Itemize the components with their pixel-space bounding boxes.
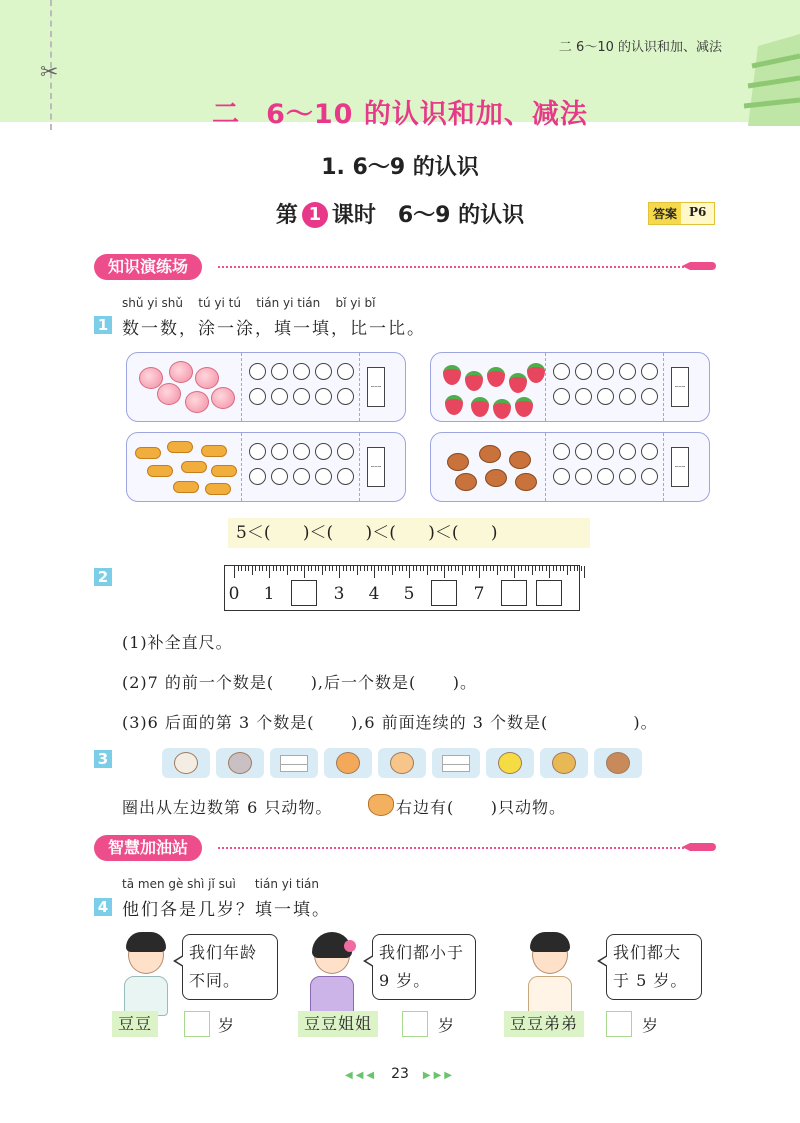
scissors-icon: ✂ (40, 60, 59, 85)
ruler-tick (553, 566, 554, 571)
strawberry-icon (445, 395, 463, 415)
ruler-tick (518, 566, 519, 571)
peach-icon (211, 387, 235, 409)
age-unit: 岁 (642, 1016, 659, 1035)
ruler-tick (378, 566, 379, 571)
count-card-candies (126, 432, 406, 502)
ruler-tick (441, 566, 442, 571)
peach-icon (157, 383, 181, 405)
pencil-icon (690, 262, 716, 270)
ruler-tick (255, 566, 256, 571)
strawberry-icon (487, 367, 505, 387)
ruler-tick (259, 566, 260, 571)
ruler-tick (315, 566, 316, 571)
ruler-tick (493, 566, 494, 571)
fill-circle[interactable] (271, 363, 288, 380)
candy-icon (135, 447, 161, 459)
ruler-tick (451, 566, 452, 571)
envelope-icon (442, 755, 470, 772)
ruler-blank-box[interactable] (291, 580, 317, 606)
pencil-icon (690, 843, 716, 851)
fill-circle[interactable] (619, 468, 636, 485)
ruler-tick (563, 566, 564, 571)
strawberry-icon (493, 399, 511, 419)
fill-circle[interactable] (337, 388, 354, 405)
ruler-label: 3 (333, 584, 345, 604)
ruler-tick (238, 566, 239, 571)
ruler-tick (549, 566, 550, 578)
kid-shirt (124, 976, 168, 1016)
ruler-tick (476, 566, 477, 571)
speech-bubble (372, 934, 476, 1000)
ruler-tick (385, 566, 386, 571)
q2-number: 2 (94, 568, 112, 586)
ruler-tick (507, 566, 508, 571)
q3-number: 3 (94, 750, 112, 768)
ruler-tick (465, 566, 466, 571)
ruler-label: 7 (473, 584, 485, 604)
ruler-blank-box[interactable] (536, 580, 562, 606)
fill-circle[interactable] (641, 468, 658, 485)
ruler-tick (483, 566, 484, 571)
ruler-tick (416, 566, 417, 571)
fill-circle[interactable] (271, 388, 288, 405)
age-unit: 岁 (438, 1016, 455, 1035)
fill-circle[interactable] (553, 363, 570, 380)
ruler-label: 4 (368, 584, 380, 604)
fill-circle[interactable] (641, 363, 658, 380)
ruler-tick (325, 566, 326, 571)
circle-grid (553, 443, 663, 485)
q2-part1: (1)补全直尺。 (122, 633, 233, 652)
q3-text-b: 右边有( )只动物。 (396, 798, 567, 817)
count-card-strawberries (430, 352, 710, 422)
strawberry-icon (471, 397, 489, 417)
ruler-tick (560, 566, 561, 571)
fill-circle[interactable] (337, 468, 354, 485)
answer-box[interactable] (367, 367, 385, 407)
fill-circle[interactable] (293, 388, 310, 405)
candy-icon (211, 465, 237, 477)
ruler-blank-box[interactable] (501, 580, 527, 606)
ruler-tick (413, 566, 414, 571)
banner-dotted-line (218, 266, 684, 268)
fill-circle[interactable] (597, 468, 614, 485)
candy-icon (167, 441, 193, 453)
ruler-tick (280, 566, 281, 571)
strawberry-icon (465, 371, 483, 391)
ruler-tick (322, 566, 323, 575)
ruler-tick (521, 566, 522, 571)
biscuit-icon (447, 453, 469, 471)
ruler-tick (336, 566, 337, 571)
ruler-tick (458, 566, 459, 571)
ruler-tick (343, 566, 344, 571)
banner-dotted-line (218, 847, 684, 849)
ruler-tick (371, 566, 372, 571)
monkey-icon (606, 752, 630, 774)
ruler-tick (504, 566, 505, 571)
answer-box[interactable] (671, 447, 689, 487)
lesson-number: 1 (302, 202, 328, 228)
ruler-tick (448, 566, 449, 571)
fill-circle[interactable] (597, 363, 614, 380)
age-unit: 岁 (218, 1016, 235, 1035)
biscuit-icon (485, 469, 507, 487)
animal-tile[interactable] (540, 748, 588, 778)
ruler-tick (574, 566, 575, 571)
fox-icon (368, 794, 394, 816)
ruler-tick (472, 566, 473, 571)
count-card-biscuits (430, 432, 710, 502)
page-number: 23 (391, 1066, 409, 1082)
card-divider (359, 433, 360, 501)
animal-tile[interactable] (432, 748, 480, 778)
chapter-number: 二 (212, 99, 241, 130)
fill-circle[interactable] (249, 443, 266, 460)
fill-circle[interactable] (315, 443, 332, 460)
biscuit-icon (479, 445, 501, 463)
ruler-tick (388, 566, 389, 571)
ruler-tick (581, 566, 582, 571)
animal-tile[interactable] (378, 748, 426, 778)
ruler-tick (423, 566, 424, 571)
ruler-tick (360, 566, 361, 571)
ruler-tick (329, 566, 330, 571)
circle-grid (553, 363, 663, 405)
envelope-icon (280, 755, 308, 772)
giraffe-icon (552, 752, 576, 774)
fill-circle[interactable] (619, 388, 636, 405)
ruler-tick (350, 566, 351, 571)
fox-icon (336, 752, 360, 774)
chapter-name: 6～10 的认识和加、减法 (266, 99, 588, 130)
fill-circle[interactable] (597, 443, 614, 460)
fill-circle[interactable] (597, 388, 614, 405)
card-divider (359, 353, 360, 421)
fill-circle[interactable] (249, 363, 266, 380)
ruler-label: 5 (403, 584, 415, 604)
compare-strip[interactable]: 5＜( )＜( )＜( )＜( ) (228, 518, 590, 548)
section-title: 1. 6～9 的认识 (321, 155, 479, 180)
ruler-label: 0 (228, 584, 240, 604)
ruler-tick (539, 566, 540, 571)
candy-icon (147, 465, 173, 477)
chapter-title (0, 92, 800, 131)
ruler-tick (409, 566, 410, 578)
peach-icon (185, 391, 209, 413)
name-label: 豆豆 (112, 1011, 158, 1037)
ruler-tick (297, 566, 298, 571)
q4-number: 4 (94, 898, 112, 916)
bubble-line: 9 岁。 (379, 971, 431, 990)
q4-text: 他们各是几岁？填一填。 (122, 900, 331, 920)
answer-box[interactable] (671, 367, 689, 407)
ruler-tick (311, 566, 312, 571)
ruler-tick (511, 566, 512, 571)
ruler-tick (353, 566, 354, 571)
peach-icon (169, 361, 193, 383)
candy-icon (181, 461, 207, 473)
fill-circle[interactable] (249, 388, 266, 405)
strawberry-icon (443, 365, 461, 385)
name-label: 豆豆弟弟 (504, 1011, 584, 1037)
ruler-tick (406, 566, 407, 571)
ruler-tick (364, 566, 365, 571)
answer-label: 答案 (649, 203, 681, 224)
ruler-tick (444, 566, 445, 578)
q1-number: 1 (94, 316, 112, 334)
ruler-tick (486, 566, 487, 571)
ruler-tick (497, 566, 498, 575)
name-label: 豆豆姐姐 (298, 1011, 378, 1037)
ruler-tick (367, 566, 368, 571)
ruler-tick (402, 566, 403, 571)
speech-bubble (606, 934, 702, 1000)
ruler (224, 565, 580, 611)
bubble-line: 我们都小于 (379, 943, 465, 962)
q1-pinyin: shǔ yi shǔ tú yi tú tián yi tián bǐ yi bǐ (122, 296, 376, 310)
fill-circle[interactable] (293, 468, 310, 485)
strawberry-icon (527, 363, 545, 383)
chick-icon (498, 752, 522, 774)
ruler-tick (525, 566, 526, 571)
ruler-tick (420, 566, 421, 571)
cat-icon (390, 752, 414, 774)
ruler-tick (381, 566, 382, 571)
fill-circle[interactable] (553, 468, 570, 485)
q2-part3: (3)6 后面的第 3 个数是( ),6 前面连续的 3 个数是( )。 (122, 713, 658, 732)
ruler-tick (346, 566, 347, 571)
kid-hair (126, 932, 166, 952)
answer-page: P6 (681, 203, 714, 224)
ruler-tick (252, 566, 253, 575)
fill-circle[interactable] (293, 443, 310, 460)
ruler-tick (374, 566, 375, 578)
card-divider (241, 433, 242, 501)
kid-hair (530, 932, 570, 952)
answer-tag (648, 202, 715, 225)
candy-icon (201, 445, 227, 457)
ruler-tick (500, 566, 501, 571)
circle-grid (249, 363, 359, 405)
section-banner-wisdom: 智慧加油站 (94, 835, 202, 861)
lesson-prefix: 第 (275, 203, 298, 228)
bubble-line: 于 5 岁。 (613, 971, 688, 990)
ruler-tick (395, 566, 396, 571)
animal-tile[interactable] (324, 748, 372, 778)
fill-circle[interactable] (619, 363, 636, 380)
ruler-blank-box[interactable] (431, 580, 457, 606)
ruler-tick (276, 566, 277, 571)
ruler-tick (542, 566, 543, 571)
page-footer (0, 1066, 800, 1082)
ruler-tick (273, 566, 274, 571)
ruler-tick (427, 566, 428, 575)
ruler-tick (535, 566, 536, 571)
fill-circle[interactable] (641, 443, 658, 460)
ruler-tick (290, 566, 291, 571)
animal-tile[interactable] (270, 748, 318, 778)
animal-tile[interactable] (162, 748, 210, 778)
speech-bubble (182, 934, 278, 1000)
ruler-tick (532, 566, 533, 575)
ruler-tick (469, 566, 470, 571)
hair-flower-icon (344, 940, 356, 952)
ruler-tick (301, 566, 302, 571)
ruler-tick (339, 566, 340, 578)
ruler-tick (318, 566, 319, 571)
count-card-peaches (126, 352, 406, 422)
animal-tile[interactable] (594, 748, 642, 778)
circle-grid (249, 443, 359, 485)
kid-dress (310, 976, 354, 1016)
animal-tile[interactable] (486, 748, 534, 778)
right-arrows-icon: ▶▶▶ (422, 1070, 455, 1081)
fill-circle[interactable] (337, 443, 354, 460)
ruler-tick (430, 566, 431, 571)
ruler-tick (455, 566, 456, 571)
ruler-tick (241, 566, 242, 571)
fill-circle[interactable] (641, 388, 658, 405)
fill-circle[interactable] (619, 443, 636, 460)
ruler-tick (514, 566, 515, 578)
answer-box[interactable] (367, 447, 385, 487)
ruler-tick (283, 566, 284, 571)
card-divider (545, 353, 546, 421)
kid-shirt (528, 976, 572, 1016)
candy-icon (173, 481, 199, 493)
ruler-label: 1 (263, 584, 275, 604)
mouse-icon (228, 752, 252, 774)
ruler-tick (357, 566, 358, 575)
strawberry-icon (515, 397, 533, 417)
fill-circle[interactable] (553, 443, 570, 460)
ruler-tick (308, 566, 309, 571)
fill-circle[interactable] (315, 388, 332, 405)
fill-circle[interactable] (575, 443, 592, 460)
ruler-tick (234, 566, 235, 578)
ruler-tick (399, 566, 400, 571)
bubble-line: 我们都大 (613, 943, 682, 962)
fill-circle[interactable] (271, 468, 288, 485)
ruler-tick (546, 566, 547, 571)
q2-part2: (2)7 的前一个数是( ),后一个数是( )。 (122, 673, 478, 692)
biscuit-icon (515, 473, 537, 491)
age-input-box[interactable] (606, 1011, 632, 1037)
fill-circle[interactable] (271, 443, 288, 460)
fill-circle[interactable] (249, 468, 266, 485)
ruler-tick (434, 566, 435, 571)
ruler-tick (437, 566, 438, 571)
ruler-tick (332, 566, 333, 571)
fill-circle[interactable] (575, 388, 592, 405)
animal-strip (162, 748, 646, 778)
lesson-name: 课时 6～9 的认识 (331, 203, 525, 228)
age-input-box[interactable] (402, 1011, 428, 1037)
left-arrows-icon: ◀◀◀ (345, 1070, 378, 1081)
fill-circle[interactable] (337, 363, 354, 380)
ruler-tick (248, 566, 249, 571)
ruler-tick (584, 566, 585, 578)
ruler-tick (392, 566, 393, 575)
ruler-tick (304, 566, 305, 578)
q4-pinyin: tā men gè shì jǐ suì tián yi tián (122, 877, 319, 891)
fill-circle[interactable] (575, 363, 592, 380)
fill-circle[interactable] (293, 363, 310, 380)
ruler-tick (269, 566, 270, 578)
ruler-tick (462, 566, 463, 575)
age-input-box[interactable] (184, 1011, 210, 1037)
bubble-line: 不同。 (189, 971, 241, 990)
running-title: 二 6～10 的认识和加、减法 (558, 40, 722, 55)
ruler-tick (294, 566, 295, 571)
candy-icon (205, 483, 231, 495)
kid-doudou-brother (524, 936, 576, 1018)
ruler-tick (287, 566, 288, 575)
ruler-tick (262, 566, 263, 571)
ruler-tick (490, 566, 491, 571)
ruler-tick (556, 566, 557, 571)
fill-circle[interactable] (575, 468, 592, 485)
ruler-tick (577, 566, 578, 571)
fill-circle[interactable] (553, 388, 570, 405)
q3-text-a: 圈出从左边数第 6 只动物。 (122, 798, 333, 817)
strawberry-icon (509, 373, 527, 393)
biscuit-icon (455, 473, 477, 491)
ruler-tick (266, 566, 267, 571)
card-divider (663, 433, 664, 501)
bubble-line: 我们年龄 (189, 943, 258, 962)
q1-text: 数一数，涂一涂，填一填，比一比。 (122, 319, 426, 339)
ruler-tick (567, 566, 568, 575)
kid-doudou (120, 936, 172, 1018)
biscuit-icon (509, 451, 531, 469)
ruler-tick (528, 566, 529, 571)
ruler-tick (570, 566, 571, 571)
kid-doudou-sister (306, 936, 358, 1018)
sheep-icon (174, 752, 198, 774)
fill-circle[interactable] (315, 468, 332, 485)
ruler-tick (479, 566, 480, 578)
card-divider (663, 353, 664, 421)
animal-tile[interactable] (216, 748, 264, 778)
peach-icon (195, 367, 219, 389)
fill-circle[interactable] (315, 363, 332, 380)
card-divider (545, 433, 546, 501)
section-banner-knowledge: 知识演练场 (94, 254, 202, 280)
ruler-tick (245, 566, 246, 571)
card-divider (241, 353, 242, 421)
